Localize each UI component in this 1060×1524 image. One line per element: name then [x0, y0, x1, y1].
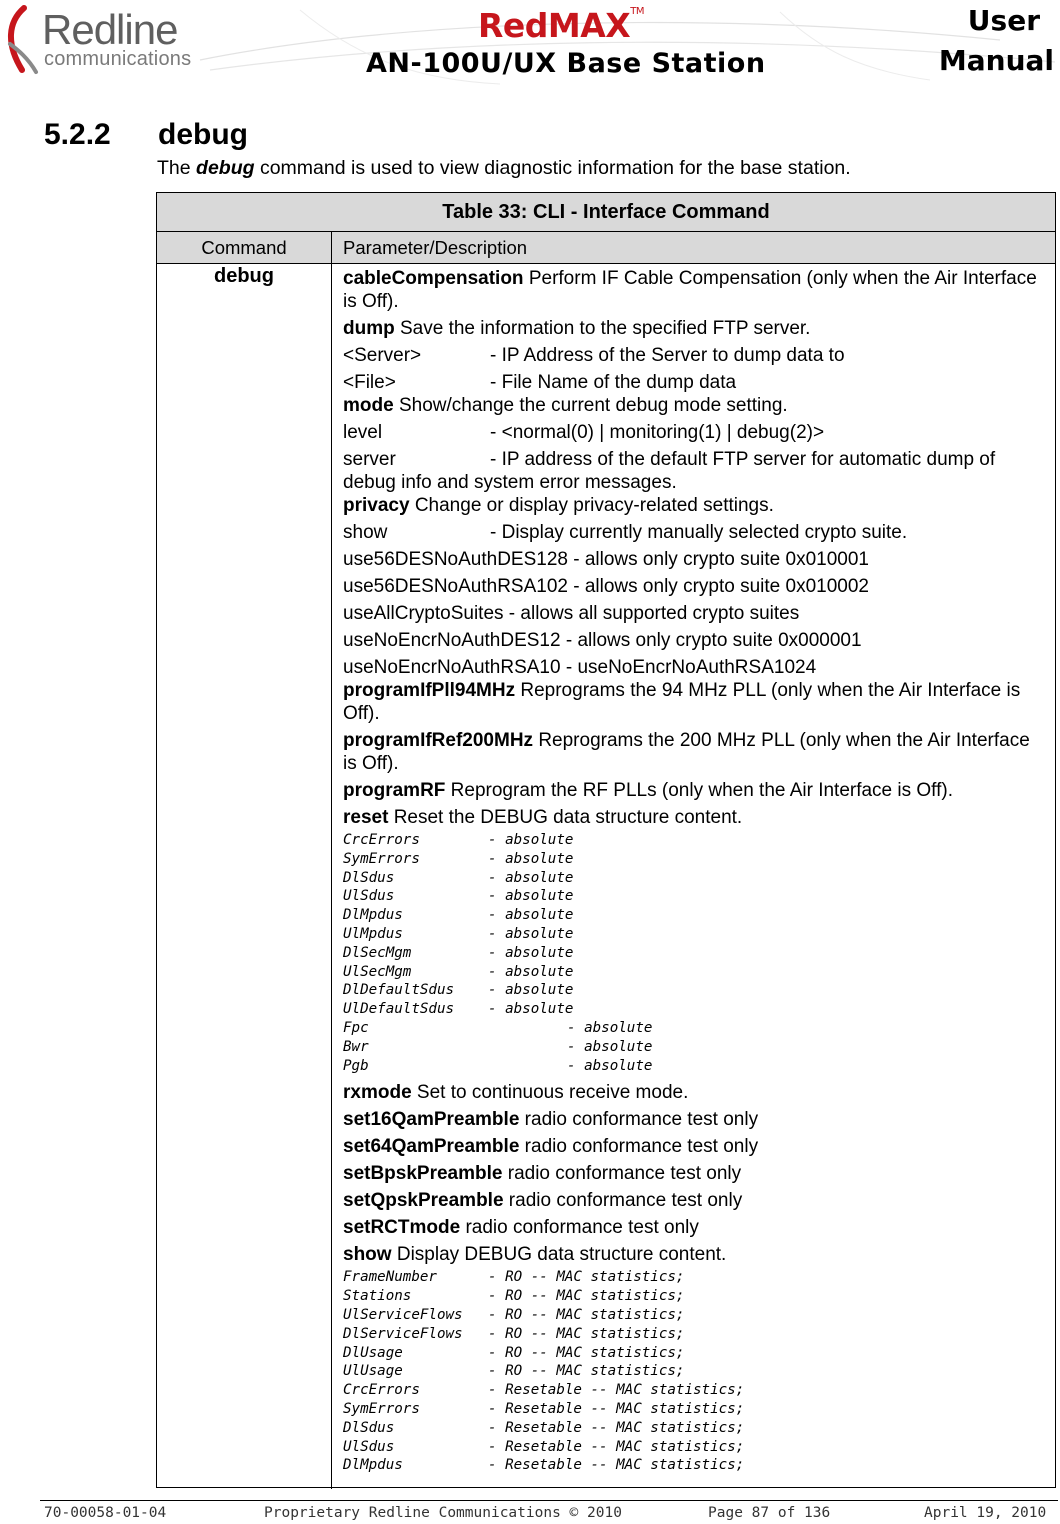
logo-name: Redline — [42, 6, 178, 53]
option-line: use56DESNoAuthRSA102 - allows only crypto suite 0x010002 — [343, 576, 869, 597]
sub-parameter-name: server — [343, 449, 396, 470]
field-line — [343, 1038, 1043, 1057]
field-name: UlUsage — [343, 1363, 403, 1380]
parameter-description: Display DEBUG data structure content. — [391, 1244, 727, 1266]
description-entries-part2 — [343, 1081, 1043, 1266]
logo-subtitle: communications — [44, 48, 192, 70]
sub-parameter-description: - <normal(0) | monitoring(1) | debug(2)> — [490, 422, 825, 443]
field-description: - RO -- MAC statistics; — [488, 1363, 685, 1380]
field-description: - RO -- MAC statistics; — [488, 1325, 685, 1342]
field-description: - absolute — [567, 1057, 653, 1074]
field-description: - RO -- MAC statistics; — [488, 1344, 685, 1361]
description-paragraph — [343, 679, 1043, 725]
sub-parameter-name: <Server> — [343, 345, 422, 366]
parameter-name: set64QamPreamble — [343, 1136, 520, 1158]
footer-date: April 19, 2010 — [924, 1505, 1047, 1521]
description-cell — [343, 267, 1043, 1481]
description-paragraph — [343, 394, 1043, 417]
field-line — [343, 1456, 1043, 1475]
field-description: - Resetable -- MAC statistics; — [488, 1419, 745, 1436]
parameter-description: Change or display privacy-related settings. — [409, 495, 774, 516]
column-header-command: Command — [157, 232, 332, 263]
field-description: - Resetable -- MAC statistics; — [488, 1438, 745, 1455]
sub-parameter-description: - IP Address of the Server to dump data to — [490, 345, 845, 366]
footer-rule — [40, 1500, 1058, 1501]
field-description: - absolute — [488, 1001, 574, 1018]
field-line — [343, 925, 1043, 944]
parameter-description: radio conformance test only — [519, 1109, 759, 1131]
column-divider — [331, 263, 332, 1489]
description-paragraph — [343, 806, 1043, 829]
section-intro — [157, 157, 851, 180]
field-line — [343, 869, 1043, 888]
field-line — [343, 1057, 1043, 1076]
sub-parameter-description: - Display currently manually selected crypto suite. — [490, 522, 908, 543]
field-description: - absolute — [567, 1019, 653, 1036]
parameter-description: Reprogram the RF PLLs (only when the Air Interface is Off). — [445, 780, 953, 801]
field-line — [343, 887, 1043, 906]
description-paragraph — [343, 729, 1043, 775]
sub-parameter — [343, 344, 1043, 367]
sub-parameter-name: level — [343, 422, 383, 443]
field-name: CrcErrors — [343, 1382, 420, 1399]
field-description: - RO -- MAC statistics; — [488, 1288, 685, 1305]
field-description: - absolute — [488, 850, 574, 867]
description-paragraph — [343, 1243, 1043, 1266]
field-line — [343, 1419, 1043, 1438]
field-line — [343, 906, 1043, 925]
field-name: SymErrors — [343, 1400, 420, 1417]
parameter-description: Perform IF Cable Compensation (only when the Air Interface is Off). — [343, 268, 1037, 312]
field-name: UlSdus — [343, 1438, 395, 1455]
field-description: - absolute — [567, 1038, 653, 1055]
field-name: Fpc — [343, 1019, 369, 1036]
parameter-name: rxmode — [343, 1082, 412, 1104]
intro-command: debug — [196, 157, 255, 179]
field-line — [343, 1400, 1043, 1419]
show-field-list — [343, 1268, 1043, 1475]
field-description: - Resetable -- MAC statistics; — [488, 1400, 745, 1417]
manual-label-line2: Manual — [938, 44, 1054, 77]
field-name: DlSdus — [343, 1419, 395, 1436]
sub-parameter — [343, 421, 1043, 444]
field-description: - absolute — [488, 925, 574, 942]
field-line — [343, 1019, 1043, 1038]
table-caption: Table 33: CLI - Interface Command — [157, 193, 1055, 232]
field-name: DlDefaultSdus — [343, 982, 455, 999]
sub-parameter-description: - IP address of the default FTP server for automatic dump of debug info and system error messages. — [343, 449, 996, 493]
field-line — [343, 1306, 1043, 1325]
field-description: - absolute — [488, 944, 574, 961]
field-name: SymErrors — [343, 850, 420, 867]
field-line — [343, 1344, 1043, 1363]
field-line — [343, 1325, 1043, 1344]
description-paragraph — [343, 494, 1043, 517]
field-name: UlMpdus — [343, 925, 403, 942]
command-table — [156, 192, 1056, 1488]
command-cell: debug — [214, 265, 274, 287]
parameter-description: Set to continuous receive mode. — [411, 1082, 689, 1104]
page-header — [0, 0, 1060, 88]
parameter-name: setBpskPreamble — [343, 1163, 503, 1185]
sub-parameter — [343, 521, 1043, 544]
field-description: - Resetable -- MAC statistics; — [488, 1457, 745, 1474]
sub-parameter-description: - File Name of the dump data — [490, 372, 737, 393]
parameter-name: privacy — [343, 495, 410, 516]
field-name: UlServiceFlows — [343, 1306, 463, 1323]
field-name: FrameNumber — [343, 1269, 437, 1286]
field-line — [343, 1287, 1043, 1306]
redmax-brand — [478, 6, 644, 45]
field-description: - absolute — [488, 907, 574, 924]
field-description: - RO -- MAC statistics; — [488, 1269, 685, 1286]
column-header-parameter: Parameter/Description — [343, 237, 528, 258]
sub-parameter-name: <File> — [343, 372, 396, 393]
parameter-name: setRCTmode — [343, 1217, 461, 1239]
parameter-description: Reprograms the 200 MHz PLL (only when the Air Interface is Off). — [343, 730, 1030, 774]
parameter-name: show — [343, 1244, 392, 1266]
field-line — [343, 944, 1043, 963]
parameter-name: dump — [343, 318, 395, 339]
field-description: - absolute — [488, 888, 574, 905]
parameter-description: radio conformance test only — [519, 1136, 759, 1158]
field-name: UlSecMgm — [343, 963, 412, 980]
field-name: Bwr — [343, 1038, 369, 1055]
description-paragraph — [343, 1216, 1043, 1239]
description-paragraph — [343, 1081, 1043, 1104]
field-line — [343, 850, 1043, 869]
parameter-description: Save the information to the specified FTP server. — [394, 318, 811, 339]
field-name: DlMpdus — [343, 907, 403, 924]
redline-swirl-icon — [2, 4, 42, 76]
section-number: 5.2.2 — [44, 118, 111, 151]
footer-page: Page 87 of 136 — [708, 1505, 831, 1521]
parameter-name: setQpskPreamble — [343, 1190, 504, 1212]
field-line — [343, 1000, 1043, 1019]
field-name: UlDefaultSdus — [343, 1001, 455, 1018]
parameter-name: programRF — [343, 780, 446, 801]
description-paragraph — [343, 317, 1043, 340]
field-description: - absolute — [488, 963, 574, 980]
description-entries-part1 — [343, 267, 1043, 829]
brand-name: RedMAX — [478, 6, 631, 45]
field-description: - absolute — [488, 869, 574, 886]
field-line — [343, 1268, 1043, 1287]
description-paragraph — [343, 1162, 1043, 1185]
parameter-name: cableCompensation — [343, 268, 524, 289]
parameter-description: radio conformance test only — [460, 1217, 699, 1239]
field-name: DlSecMgm — [343, 944, 412, 961]
trademark-mark: TM — [630, 6, 644, 17]
field-line — [343, 1438, 1043, 1457]
manual-label-line1: User — [967, 4, 1040, 37]
reset-field-list — [343, 831, 1043, 1075]
parameter-name: mode — [343, 395, 394, 416]
parameter-description: radio conformance test only — [502, 1163, 742, 1185]
field-name: DlMpdus — [343, 1457, 403, 1474]
option-line: useNoEncrNoAuthRSA10 - useNoEncrNoAuthRSA1024 — [343, 657, 817, 678]
field-name: DlUsage — [343, 1344, 403, 1361]
sub-parameter — [343, 371, 1043, 394]
field-name: UlSdus — [343, 888, 395, 905]
field-line — [343, 1381, 1043, 1400]
parameter-description: Reset the DEBUG data structure content. — [388, 807, 743, 828]
parameter-name: programIfPll94MHz — [343, 680, 516, 701]
footer-copyright: Proprietary Redline Communications © 2010 — [264, 1505, 622, 1521]
redline-logo — [2, 4, 202, 80]
field-description: - Resetable -- MAC statistics; — [488, 1382, 745, 1399]
option-line: useNoEncrNoAuthDES12 - allows only crypto suite 0x000001 — [343, 630, 862, 651]
intro-prefix: The — [157, 157, 197, 179]
description-paragraph — [343, 779, 1043, 802]
field-line — [343, 981, 1043, 1000]
option-line: use56DESNoAuthDES128 - allows only crypto suite 0x010001 — [343, 549, 869, 570]
field-description: - absolute — [488, 982, 574, 999]
parameter-description: Reprograms the 94 MHz PLL (only when the Air Interface is Off). — [343, 680, 1021, 724]
field-name: CrcErrors — [343, 832, 420, 848]
field-line — [343, 1362, 1043, 1381]
field-description: - absolute — [488, 832, 574, 848]
field-name: DlSdus — [343, 869, 395, 886]
section-title: debug — [158, 118, 248, 151]
parameter-name: reset — [343, 807, 389, 828]
intro-suffix: command is used to view diagnostic information for the base station. — [254, 157, 851, 179]
parameter-name: programIfRef200MHz — [343, 730, 534, 751]
description-paragraph — [343, 267, 1043, 313]
table-header-row — [157, 232, 1055, 264]
description-paragraph — [343, 1108, 1043, 1131]
sub-parameter-name: show — [343, 522, 388, 543]
parameter-description: Show/change the current debug mode setting. — [393, 395, 788, 416]
field-name: Pgb — [343, 1057, 369, 1074]
product-name: AN-100U/UX Base Station — [366, 48, 766, 79]
field-line — [343, 831, 1043, 850]
sub-parameter — [343, 448, 1043, 494]
field-description: - RO -- MAC statistics; — [488, 1306, 685, 1323]
parameter-description: radio conformance test only — [503, 1190, 743, 1212]
option-line: useAllCryptoSuites - allows all supported crypto suites — [343, 603, 800, 624]
field-name: DlServiceFlows — [343, 1325, 463, 1342]
description-paragraph — [343, 1135, 1043, 1158]
field-line — [343, 963, 1043, 982]
footer-doc-number: 70-00058-01-04 — [44, 1505, 167, 1521]
field-name: Stations — [343, 1288, 412, 1305]
parameter-name: set16QamPreamble — [343, 1109, 520, 1131]
description-paragraph — [343, 1189, 1043, 1212]
